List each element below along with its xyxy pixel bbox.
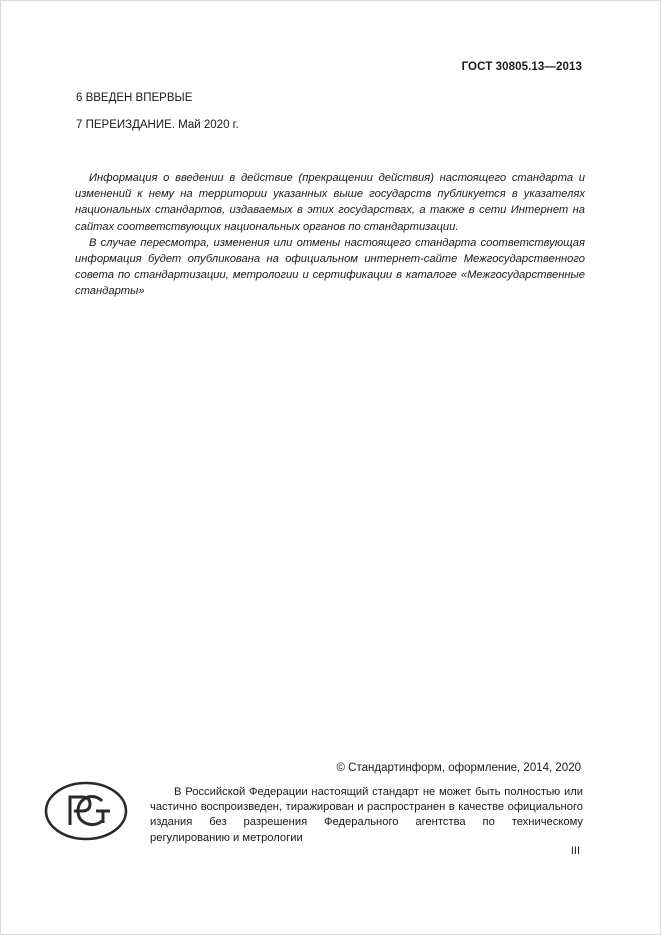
page-number: III xyxy=(570,845,580,857)
gost-r-certification-mark-icon xyxy=(44,781,128,841)
legal-notice xyxy=(150,785,583,846)
item-reissue: 7 ПЕРЕИЗДАНИЕ. Май 2020 г. xyxy=(76,119,239,131)
document-code: ГОСТ 30805.13—2013 xyxy=(461,61,582,73)
info-paragraph-revision: В случае пересмотра, изменения или отмены настоящего стандарта соответствующая информация будет опубликована на официальном интернет-сайте Межгосударственного совета по стандартизации, метрологии и сертификации в каталоге «Межгосударственные стандарты» xyxy=(75,236,585,298)
info-block xyxy=(75,170,585,300)
legal-notice-text: В Российской Федерации настоящий стандарт не может быть полностью или частично воспроизведен, тиражирован и распространен в качестве официального издания без разрешения Федерального агентства по техническому регулированию и метрологии xyxy=(150,786,583,844)
copyright-notice: © Стандартинформ, оформление, 2014, 2020 xyxy=(336,762,581,774)
item-introduced-first-time: 6 ВВЕДЕН ВПЕРВЫЕ xyxy=(76,92,193,104)
info-paragraph-enactment: Информация о введении в действие (прекращении действия) настоящего стандарта и изменений к нему на территории указанных выше государств публикуется в указателях национальных стандартов, издаваемых в этих государствах, а также в сети Интернет на сайтах соответствующих национальных органов по стандартизации. xyxy=(75,172,585,233)
